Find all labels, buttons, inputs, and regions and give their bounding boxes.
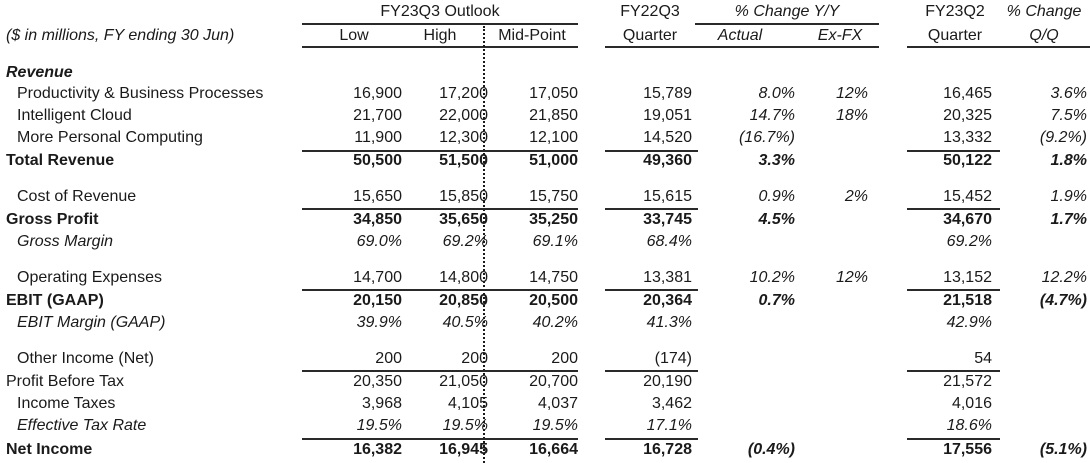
cell-fy23q2: 4,016 bbox=[951, 395, 992, 412]
cell-high: 21,050 bbox=[439, 373, 488, 390]
cell-high: 19.5% bbox=[442, 417, 488, 434]
row-label: Gross Profit bbox=[6, 211, 99, 228]
table-row bbox=[0, 186, 1090, 208]
row-label: EBIT (GAAP) bbox=[6, 292, 104, 309]
cell-actual: 0.7% bbox=[758, 292, 795, 309]
cell-mid: 35,250 bbox=[529, 211, 578, 228]
cell-high: 35,650 bbox=[439, 211, 488, 228]
cell-mid: 15,750 bbox=[529, 188, 578, 205]
cell-mid: 16,664 bbox=[529, 441, 578, 458]
row-label: Cost of Revenue bbox=[17, 188, 137, 205]
col-header-high: High bbox=[423, 27, 457, 44]
cell-qq: 1.9% bbox=[1050, 188, 1087, 205]
cell-high: 16,945 bbox=[439, 441, 488, 458]
cell-fy22q3: 41.3% bbox=[646, 314, 692, 331]
table-row bbox=[0, 393, 1090, 415]
cell-fy22q3: 3,462 bbox=[651, 395, 692, 412]
cell-fy22q3: 20,364 bbox=[643, 292, 692, 309]
cell-actual: 4.5% bbox=[758, 211, 795, 228]
cell-mid: 21,850 bbox=[529, 107, 578, 124]
header-underline-yy bbox=[605, 46, 879, 48]
row-label: Total Revenue bbox=[6, 152, 115, 169]
cell-fy23q2: 50,122 bbox=[943, 152, 992, 169]
table-row-net-income bbox=[0, 439, 1090, 461]
cell-fy22q3: 13,381 bbox=[643, 269, 692, 286]
table-row-profit-before-tax bbox=[0, 371, 1090, 393]
cell-low: 39.9% bbox=[356, 314, 402, 331]
cell-high: 4,105 bbox=[447, 395, 488, 412]
cell-qq: 1.7% bbox=[1050, 211, 1087, 228]
cell-low: 16,382 bbox=[353, 441, 402, 458]
row-label: Gross Margin bbox=[17, 233, 114, 250]
table-row bbox=[0, 312, 1090, 334]
cell-mid: 51,000 bbox=[529, 152, 578, 169]
cell-low: 3,968 bbox=[361, 395, 402, 412]
fy22q3-header-top: FY22Q3 bbox=[620, 3, 680, 20]
cell-high: 51,500 bbox=[439, 152, 488, 169]
cell-actual: 3.3% bbox=[758, 152, 795, 169]
cell-fy23q2: 69.2% bbox=[946, 233, 992, 250]
table-row-total-revenue bbox=[0, 150, 1090, 172]
row-label: EBIT Margin (GAAP) bbox=[17, 314, 166, 331]
cell-high: 200 bbox=[461, 350, 488, 367]
cell-actual: 8.0% bbox=[758, 85, 795, 102]
cell-low: 19.5% bbox=[356, 417, 402, 434]
cell-qq: 3.6% bbox=[1050, 85, 1087, 102]
qq-header-top: % Change bbox=[1006, 3, 1082, 20]
cell-actual: 10.2% bbox=[749, 269, 795, 286]
cell-high: 12,300 bbox=[439, 129, 488, 146]
cell-mid: 69.1% bbox=[532, 233, 578, 250]
row-label: Profit Before Tax bbox=[6, 373, 124, 390]
cell-fy22q3: (174) bbox=[654, 350, 692, 367]
cell-fy22q3: 16,728 bbox=[643, 441, 692, 458]
cell-exfx: 18% bbox=[835, 107, 868, 124]
cell-mid: 40.2% bbox=[532, 314, 578, 331]
cell-fy23q2: 54 bbox=[974, 350, 992, 367]
row-label: Income Taxes bbox=[17, 395, 116, 412]
cell-high: 14,800 bbox=[439, 269, 488, 286]
cell-low: 20,350 bbox=[353, 373, 402, 390]
row-label: More Personal Computing bbox=[17, 129, 203, 146]
cell-actual: 14.7% bbox=[749, 107, 795, 124]
table-row bbox=[0, 348, 1090, 370]
cell-low: 69.0% bbox=[356, 233, 402, 250]
cell-qq: 1.8% bbox=[1050, 152, 1087, 169]
cell-qq: 12.2% bbox=[1041, 269, 1087, 286]
cell-fy22q3: 15,615 bbox=[643, 188, 692, 205]
row-label: Other Income (Net) bbox=[17, 350, 154, 367]
cell-mid: 14,750 bbox=[529, 269, 578, 286]
cell-fy22q3: 33,745 bbox=[643, 211, 692, 228]
cell-actual: (0.4%) bbox=[747, 441, 795, 458]
cell-fy22q3: 17.1% bbox=[646, 417, 692, 434]
cell-low: 50,500 bbox=[353, 152, 402, 169]
cell-fy22q3: 15,789 bbox=[643, 85, 692, 102]
row-label: Intelligent Cloud bbox=[17, 107, 132, 124]
cell-fy23q2: 15,452 bbox=[943, 188, 992, 205]
cell-high: 20,850 bbox=[439, 292, 488, 309]
fy22q3-header-bottom: Quarter bbox=[622, 27, 678, 44]
outlook-group-underline bbox=[302, 23, 578, 25]
row-label: Net Income bbox=[6, 441, 93, 458]
cell-fy22q3: 68.4% bbox=[646, 233, 692, 250]
cell-qq: (5.1%) bbox=[1039, 441, 1087, 458]
cell-fy22q3: 49,360 bbox=[643, 152, 692, 169]
cell-mid: 19.5% bbox=[532, 417, 578, 434]
table-row-ebit bbox=[0, 290, 1090, 312]
outlook-group-header: FY23Q3 Outlook bbox=[380, 3, 500, 20]
cell-fy23q2: 34,670 bbox=[943, 211, 992, 228]
cell-low: 15,650 bbox=[353, 188, 402, 205]
table-row bbox=[0, 127, 1090, 149]
col-header-ex-fx: Ex-FX bbox=[817, 27, 863, 44]
cell-actual: 0.9% bbox=[758, 188, 795, 205]
col-header-actual: Actual bbox=[717, 27, 763, 44]
cell-fy23q2: 42.9% bbox=[946, 314, 992, 331]
col-header-mid-point: Mid-Point bbox=[498, 27, 566, 44]
cell-mid: 20,700 bbox=[529, 373, 578, 390]
cell-high: 40.5% bbox=[442, 314, 488, 331]
cell-low: 20,150 bbox=[353, 292, 402, 309]
cell-fy23q2: 16,465 bbox=[943, 85, 992, 102]
cell-low: 11,900 bbox=[354, 129, 402, 146]
table-row bbox=[0, 83, 1090, 105]
cell-mid: 20,500 bbox=[529, 292, 578, 309]
cell-exfx: 12% bbox=[835, 269, 868, 286]
cell-low: 14,700 bbox=[353, 269, 402, 286]
table-row bbox=[0, 231, 1090, 253]
cell-fy22q3: 20,190 bbox=[643, 373, 692, 390]
yy-group-header: % Change Y/Y bbox=[734, 3, 840, 20]
cell-qq: (4.7%) bbox=[1039, 292, 1087, 309]
cell-exfx: 2% bbox=[844, 188, 868, 205]
units-note: ($ in millions, FY ending 30 Jun) bbox=[6, 27, 235, 44]
cell-fy23q2: 21,572 bbox=[943, 373, 992, 390]
table-row bbox=[0, 415, 1090, 437]
cell-fy23q2: 21,518 bbox=[943, 292, 992, 309]
col-header-low: Low bbox=[339, 27, 369, 44]
qq-header-bottom: Q/Q bbox=[1029, 27, 1059, 44]
cell-low: 21,700 bbox=[353, 107, 402, 124]
row-label: Operating Expenses bbox=[17, 269, 162, 286]
cell-fy23q2: 13,332 bbox=[943, 129, 992, 146]
cell-low: 200 bbox=[375, 350, 402, 367]
table-row-gross-profit bbox=[0, 209, 1090, 231]
row-label: Productivity & Business Processes bbox=[17, 85, 264, 102]
cell-fy22q3: 14,520 bbox=[643, 129, 692, 146]
cell-high: 22,000 bbox=[439, 107, 488, 124]
cell-mid: 12,100 bbox=[529, 129, 578, 146]
row-label: Effective Tax Rate bbox=[17, 417, 147, 434]
cell-fy23q2: 17,556 bbox=[943, 441, 992, 458]
cell-exfx: 12% bbox=[835, 85, 868, 102]
fy23q2-header-bottom: Quarter bbox=[927, 27, 983, 44]
cell-mid: 4,037 bbox=[537, 395, 578, 412]
table-row-revenue-heading bbox=[0, 62, 1090, 84]
row-label: Revenue bbox=[6, 64, 73, 81]
cell-low: 34,850 bbox=[353, 211, 402, 228]
header-underline-outlook bbox=[302, 46, 578, 48]
cell-mid: 17,050 bbox=[529, 85, 578, 102]
cell-high: 69.2% bbox=[442, 233, 488, 250]
cell-fy23q2: 18.6% bbox=[946, 417, 992, 434]
cell-actual: (16.7%) bbox=[738, 129, 795, 146]
table-row bbox=[0, 267, 1090, 289]
cell-fy22q3: 19,051 bbox=[643, 107, 692, 124]
fy23q2-header-top: FY23Q2 bbox=[925, 3, 985, 20]
cell-high: 17,200 bbox=[439, 85, 488, 102]
cell-mid: 200 bbox=[551, 350, 578, 367]
header-underline-qq bbox=[907, 46, 1090, 48]
cell-high: 15,850 bbox=[439, 188, 488, 205]
cell-qq: (9.2%) bbox=[1039, 129, 1087, 146]
table-row bbox=[0, 105, 1090, 127]
cell-fy23q2: 13,152 bbox=[943, 269, 992, 286]
cell-low: 16,900 bbox=[353, 85, 402, 102]
cell-qq: 7.5% bbox=[1050, 107, 1087, 124]
cell-fy23q2: 20,325 bbox=[943, 107, 992, 124]
yy-group-underline bbox=[695, 23, 879, 25]
